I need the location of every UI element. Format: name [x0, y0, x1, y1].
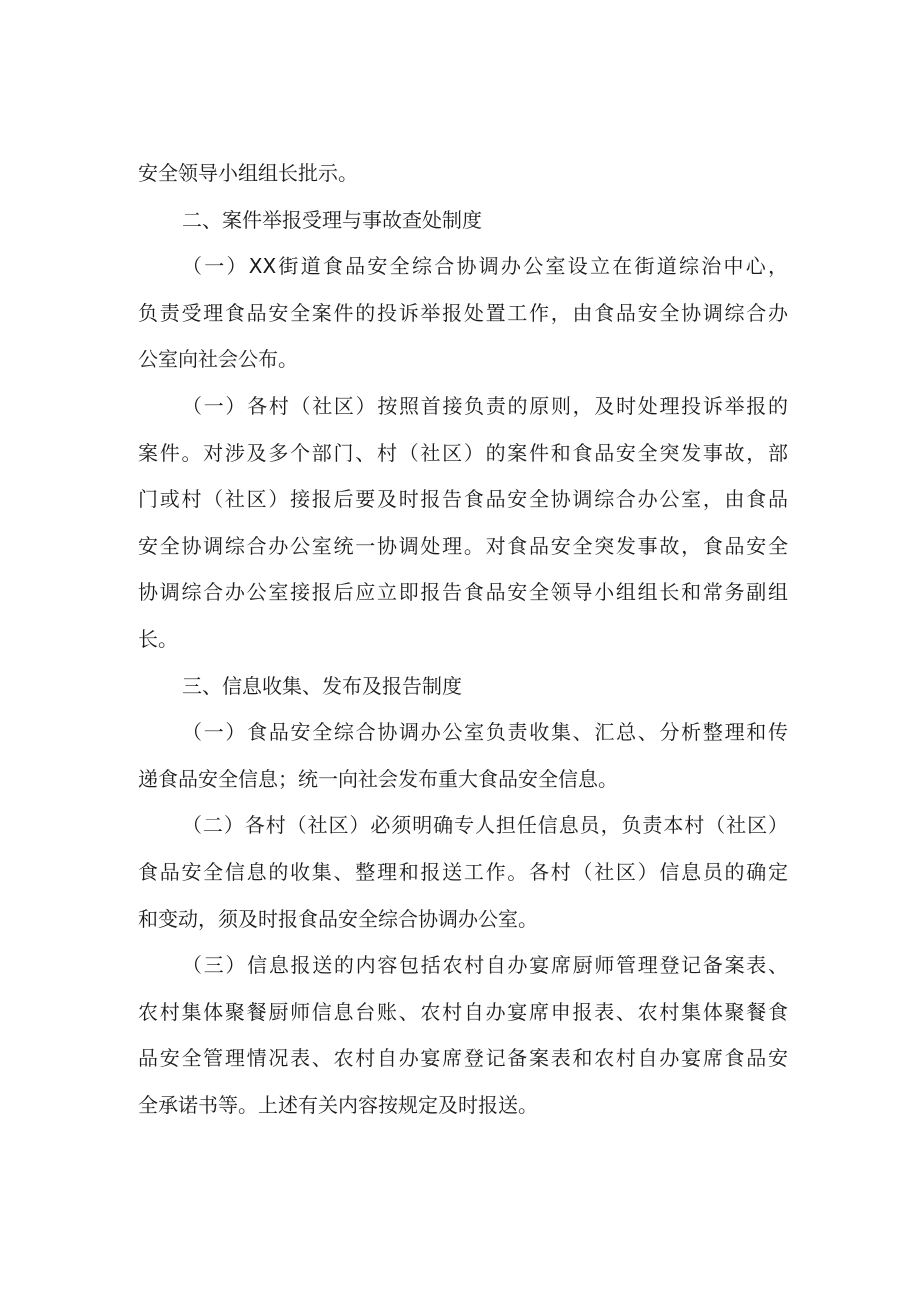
- text-line: 品安全管理情况表、农村自办宴席登记备案表和农村自办宴席食品安: [138, 1046, 788, 1071]
- paragraph: [138, 942, 788, 1128]
- text-line: 食品安全信息的收集、整理和报送工作。各村（社区）信息员的确定: [138, 859, 788, 884]
- text-line: 安全协调综合办公室统一协调处理。对食品安全突发事故，食品安全: [138, 533, 788, 558]
- text-line: 农村集体聚餐厨师信息台账、农村自办宴席申报表、农村集体聚餐食: [138, 999, 788, 1024]
- text-line: 三、信息收集、发布及报告制度: [182, 673, 462, 698]
- section-heading: [138, 663, 788, 710]
- text-line: 协调综合办公室接报后应立即报告食品安全领导小组组长和常务副组: [138, 580, 788, 605]
- text-line: 案件。对涉及多个部门、村（社区）的案件和食品安全突发事故，部: [138, 440, 788, 465]
- paragraph: [138, 243, 788, 383]
- text-line: 和变动，须及时报食品安全综合协调办公室。: [138, 906, 538, 931]
- text-line: （二）各村（社区）必须明确专人担任信息员，负责本村（社区）: [182, 813, 788, 838]
- text-line: 公室向社会公布。: [138, 347, 298, 372]
- text-line: （一）各村（社区）按照首接负责的原则，及时处理投诉举报的: [182, 393, 788, 418]
- text-line: 长。: [138, 626, 178, 651]
- text-line: （一）食品安全综合协调办公室负责收集、汇总、分析整理和传: [182, 720, 788, 745]
- paragraph: [138, 150, 788, 197]
- text-line: （三）信息报送的内容包括农村自办宴席厨师管理登记备案表、: [182, 953, 788, 978]
- paragraph: [138, 709, 788, 802]
- document-body: [138, 150, 788, 1128]
- text-line: 递食品安全信息；统一向社会发布重大食品安全信息。: [138, 766, 618, 791]
- text-line: 门或村（社区）接报后要及时报告食品安全协调综合办公室，由食品: [138, 487, 788, 512]
- text-line: 二、案件举报受理与事故查处制度: [182, 207, 482, 232]
- section-heading: [138, 197, 788, 244]
- text-line: 安全领导小组组长批示。: [138, 161, 358, 185]
- paragraph: [138, 802, 788, 942]
- text-line: 全承诺书等。上述有关内容按规定及时报送。: [138, 1092, 538, 1117]
- text-line: （一）XX街道食品安全综合协调办公室设立在街道综治中心，: [182, 254, 788, 279]
- text-line: 负责受理食品安全案件的投诉举报处置工作，由食品安全协调综合办: [138, 300, 788, 325]
- paragraph: [138, 383, 788, 663]
